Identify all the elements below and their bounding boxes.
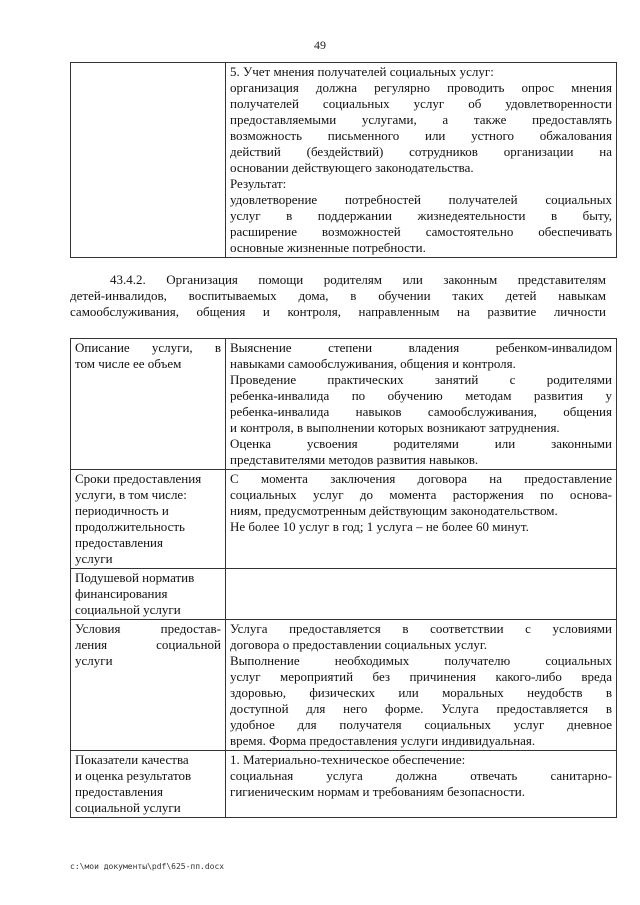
cell-line: действий (бездействий) сотрудников организации на [230,144,612,159]
cell-line: С момента заключения договора на предоставление [230,471,612,486]
cell-line: основании действующего законодательства. [230,160,474,175]
cell-line: социальная услуга должна отвечать санитарно- [230,768,612,783]
cell-line: ниям, предусмотренным действующим законодательством. [230,503,558,518]
table-cell-right [226,339,617,470]
cell-line: Сроки предоставления [75,471,202,486]
cell-line: Результат: [230,176,287,191]
table-row [71,339,617,470]
table-cell-left [71,620,226,751]
table-cell-right [226,620,617,751]
service-table [70,338,617,818]
cell-line: 1. Материально-техническое обеспечение: [230,752,466,767]
cell-line: услуги, в том числе: [75,487,187,502]
cell-line: и контроля, в выполнении которых возникают затруднения. [230,420,560,435]
cell-line: Проведение практических занятий с родителями [230,372,612,387]
cell-line: навыками самообслуживания, общения и контроля. [230,356,516,371]
cell-line: Подушевой норматив [75,570,195,585]
cell-line: основные жизненные потребности. [230,240,426,255]
table-row [71,63,617,258]
cell-line: Условия предостав- [75,621,221,636]
cell-line: услуг мероприятий без причинения какого-либо вреда [230,669,612,684]
table-row [71,620,617,751]
cell-line: ребенка-инвалида по обучению методам развития у [230,388,612,403]
cell-line: предоставления [75,784,163,799]
footer-file-path: c:\мои документы\pdf\625-пп.docx [70,862,225,871]
cell-line: продолжительность [75,519,185,534]
cell-line: получателей социальных услуг об удовлетворенности [230,96,612,111]
cell-line: Выполнение необходимых получателю социальных [230,653,612,668]
cell-line: расширение возможностей самостоятельно обеспечивать [230,224,612,239]
cell-line: ления социальной [75,637,221,652]
cell-line: доступной для него форме. Услуга предоставляется в [230,701,612,716]
cell-line: услуги [75,653,113,668]
table-cell-right [226,470,617,569]
cell-line: финансирования [75,586,168,601]
cell-line: Не более 10 услуг в год; 1 услуга – не более 60 минут. [230,519,529,534]
cell-line: удовлетворение потребностей получателей социальных [230,192,612,207]
heading-line: детей-инвалидов, воспитываемых дома, в обучении таких детей навыкам [70,288,606,303]
page-number: 49 [314,38,326,52]
cell-line: предоставляемыми услугами, а также предоставлять [230,112,612,127]
cell-line: возможность письменного или устного обжалования [230,128,612,143]
cell-line: гигиеническим нормам и требованиям безопасности. [230,784,525,799]
heading-line: самообслуживания, общения и контроля, направленным на развитие личности [70,304,606,319]
section-heading [70,272,606,320]
cell-line: услуг в поддержании жизнедеятельности в быту, [230,208,612,223]
cell-line: социальной услуги [75,800,181,815]
cell-line: Показатели качества [75,752,189,767]
service-table-continued [70,62,617,258]
cell-line: представителями методов развития навыков. [230,452,479,467]
table-row [71,751,617,818]
cell-line: периодичность и [75,503,169,518]
table-cell-right [226,751,617,818]
cell-line: том числе ее объем [75,356,182,371]
cell-line: социальных услуг до момента расторжения по основа- [230,487,612,502]
table-cell-left [71,569,226,620]
cell-line: здоровью, физических или моральных неудобств в [230,685,612,700]
table-cell-left [71,339,226,470]
cell-line: предоставления [75,535,163,550]
cell-line: ребенка-инвалида навыков самообслуживания, общения [230,404,612,419]
cell-line: Оценка усвоения родителями или законными [230,436,612,451]
cell-line: удобное для получателя социальных услуг дневное [230,717,612,732]
cell-line: социальной услуги [75,602,181,617]
table-cell-right [226,569,617,620]
cell-line: договора о предоставлении социальных услуг. [230,637,487,652]
cell-line: услуги [75,551,113,566]
cell-line: и оценка результатов [75,768,192,783]
table-cell-right [226,63,617,258]
table-cell-left [71,751,226,818]
cell-line: Услуга предоставляется в соответствии с условиями [230,621,612,636]
cell-line [230,535,612,551]
table-row [71,569,617,620]
cell-line: 5. Учет мнения получателей социальных услуг: [230,64,494,79]
cell-line: организация должна регулярно проводить опрос мнения [230,80,612,95]
table-cell-left [71,63,226,258]
table-cell-left [71,470,226,569]
cell-line: время. Форма предоставления услуги индивидуальная. [230,733,536,748]
cell-line: Описание услуги, в [75,340,221,355]
heading-line: 43.4.2. Организация помощи родителям или законным представителям [110,272,606,287]
table-row [71,470,617,569]
cell-line: Выяснение степени владения ребенком-инвалидом [230,340,612,355]
